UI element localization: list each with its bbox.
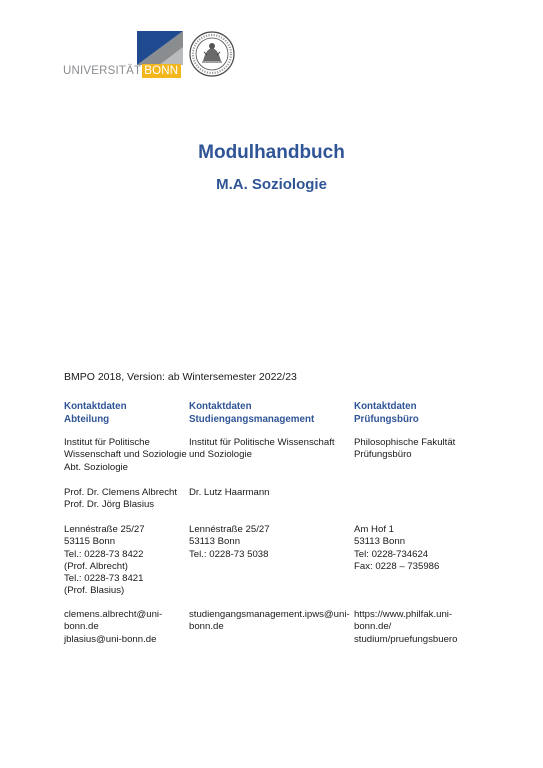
address-text: Lennéstraße 25/27 53113 Bonn Tel.: 0228-73 5038 xyxy=(189,524,270,560)
institution-text: Institut für Politische Wissenschaft und Soziologie xyxy=(189,437,335,461)
institution-text: Institut für Politische Wissenschaft und Soziologie Abt. Soziologie xyxy=(64,437,187,473)
column-header: Kontaktdaten Abteilung xyxy=(64,401,127,425)
persons-text: Dr. Lutz Haarmann xyxy=(189,487,270,498)
version-line: BMPO 2018, Version: ab Wintersemester 2022/23 xyxy=(64,371,297,383)
university-emblem-icon xyxy=(137,31,183,65)
address-text: Am Hof 1 53113 Bonn Tel: 0228-734624 Fax: 0228 – 735986 xyxy=(354,524,440,572)
column-header: Kontaktdaten Studiengangsmanagement xyxy=(189,401,315,425)
page-title: Modulhandbuch xyxy=(198,142,345,163)
page-subtitle: M.A. Soziologie xyxy=(216,176,327,193)
column-header: Kontaktdaten Prüfungsbüro xyxy=(354,401,419,425)
email-text[interactable]: clemens.albrecht@uni- bonn.de jblasius@uni-bonn.de xyxy=(64,609,163,645)
email-text[interactable]: studiengangsmanagement.ipws@uni- bonn.de xyxy=(189,609,350,633)
institution-text: Philosophische Fakultät Prüfungsbüro xyxy=(354,437,456,461)
persons-text: Prof. Dr. Clemens Albrecht Prof. Dr. Jörg Blasius xyxy=(64,487,178,511)
university-wordmark xyxy=(63,64,181,78)
wordmark-universitaet: UNIVERSITÄT xyxy=(63,65,142,77)
faculty-seal-icon xyxy=(189,31,235,77)
address-text: Lennéstraße 25/27 53115 Bonn Tel.: 0228-73 8422 (Prof. Albrecht) Tel.: 0228-73 8421 (Prof. Blasius) xyxy=(64,524,145,597)
wordmark-bonn: BONN xyxy=(142,64,181,78)
website-link[interactable]: https://www.philfak.uni- bonn.de/ studium/pruefungsbuero xyxy=(354,609,458,645)
university-bonn-logo xyxy=(63,31,183,79)
